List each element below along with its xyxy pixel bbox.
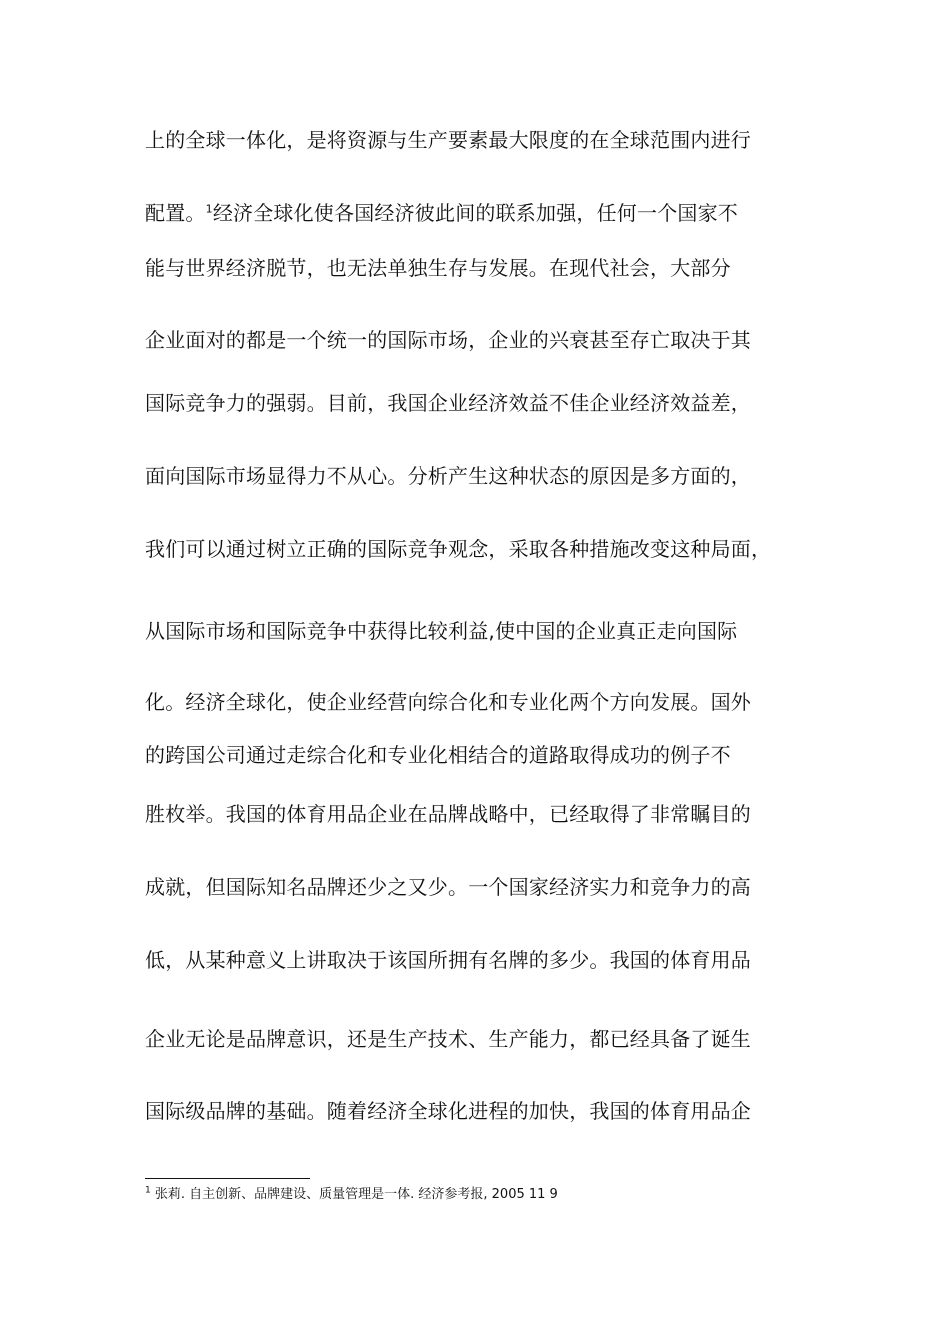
body-line-4: 企业面对的都是一个统一的国际市场，企业的兴衰甚至存亡取决于其 xyxy=(145,328,751,352)
body-line-8: 从国际市场和国际竞争中获得比较利益,使中国的企业真正走向国际 xyxy=(145,619,738,643)
footnote-separator xyxy=(145,1178,310,1179)
body-line-9: 化。经济全球化，使企业经营向综合化和专业化两个方向发展。国外 xyxy=(145,690,751,714)
body-line-2-start: 配置。 xyxy=(145,201,206,225)
body-line-3: 能与世界经济脱节，也无法单独生存与发展。在现代社会，大部分 xyxy=(145,256,731,280)
body-line-2-end: 经济全球化使各国经济彼此间的联系加强，任何一个国家不 xyxy=(212,201,739,225)
body-line-10: 的跨国公司通过走综合化和专业化相结合的道路取得成功的例子不 xyxy=(145,743,731,767)
body-line-14: 企业无论是品牌意识，还是生产技术、生产能力，都已经具备了诞生 xyxy=(145,1027,751,1051)
footnote-text: 张莉. 自主创新、品牌建设、质量管理是一体. 经济参考报, 2005 11 9 xyxy=(150,1187,558,1202)
body-line-11: 胜枚举。我国的体育用品企业在品牌战略中，已经取得了非常瞩目的 xyxy=(145,802,751,826)
body-line-7: 我们可以通过树立正确的国际竞争观念，采取各种措施改变这种局面， xyxy=(145,537,772,561)
body-line-12: 成就，但国际知名品牌还少之又少。一个国家经济实力和竞争力的高 xyxy=(145,875,751,899)
body-line-2 xyxy=(145,199,738,227)
footnote xyxy=(145,1186,558,1204)
body-line-1: 上的全球一体化，是将资源与生产要素最大限度的在全球范围内进行 xyxy=(145,128,751,152)
footnote-marker: 1 xyxy=(145,1185,151,1196)
body-line-5: 国际竞争力的强弱。目前，我国企业经济效益不佳企业经济效益差， xyxy=(145,391,751,415)
body-line-6: 面向国际市场显得力不从心。分析产生这种状态的原因是多方面的， xyxy=(145,464,751,488)
footnote-reference[interactable]: 1 xyxy=(205,202,213,216)
body-line-13: 低，从某种意义上讲取决于该国所拥有名牌的多少。我国的体育用品 xyxy=(145,948,751,972)
body-line-15: 国际级品牌的基础。随着经济全球化进程的加快，我国的体育用品企 xyxy=(145,1099,751,1123)
